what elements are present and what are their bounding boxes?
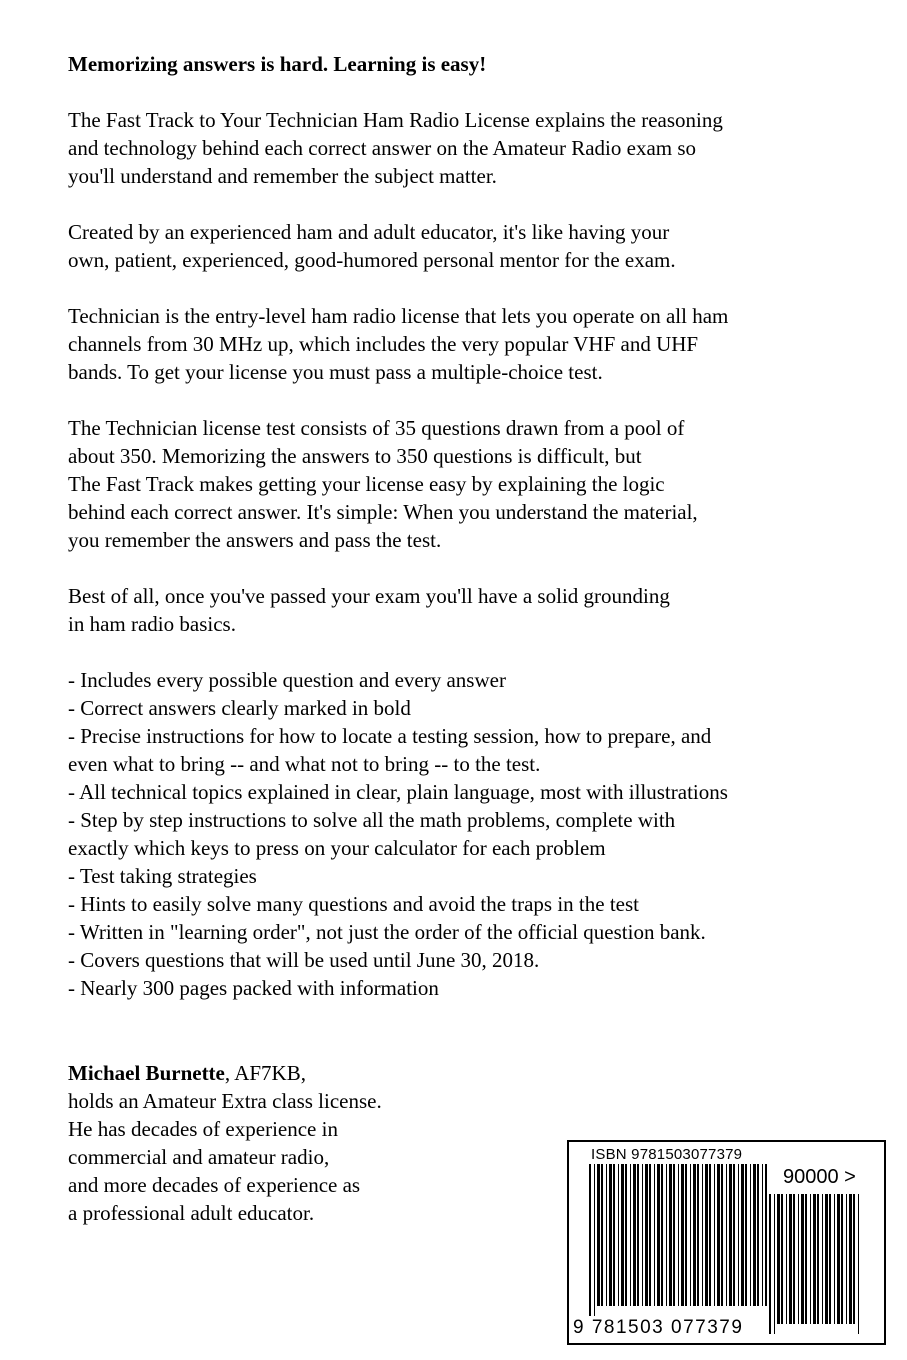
barcode-bar (798, 1194, 799, 1324)
barcode-bar (741, 1164, 744, 1306)
barcode-bar (745, 1164, 747, 1306)
barcode-bar (594, 1164, 595, 1316)
barcode-bar (642, 1164, 643, 1306)
paragraph-intro (68, 106, 848, 190)
barcode-bar (621, 1164, 624, 1306)
paragraph-test (68, 414, 848, 554)
text-line: Technician is the entry-level ham radio license that lets you operate on all ham (68, 304, 729, 328)
bio-line: commercial and amateur radio, (68, 1145, 330, 1169)
text-line: in ham radio basics. (68, 612, 236, 636)
barcode-bar (753, 1164, 756, 1306)
text-line: The Fast Track makes getting your license easy by explaining the logic (68, 472, 665, 496)
feature-list (68, 666, 848, 1002)
text-line: you'll understand and remember the subject matter. (68, 164, 497, 188)
barcode-bar (765, 1164, 767, 1306)
barcode-bar (726, 1164, 727, 1306)
barcode-bar (789, 1194, 792, 1324)
author-name: Michael Burnette (68, 1061, 225, 1085)
barcode-bar (673, 1164, 675, 1306)
barcode-bar (681, 1164, 684, 1306)
barcode-bar (657, 1164, 660, 1306)
barcode-bar (834, 1194, 835, 1324)
barcode-bar (678, 1164, 679, 1306)
text-line: The Fast Track to Your Technician Ham Radio License explains the reasoning (68, 108, 723, 132)
barcode-bar (685, 1164, 687, 1306)
feature-item: - Precise instructions for how to locate a testing session, how to prepare, and (68, 724, 712, 748)
barcode-bar (837, 1194, 840, 1324)
bio-line: a professional adult educator. (68, 1201, 315, 1225)
feature-item: - Step by step instructions to solve all the math problems, complete with (68, 808, 676, 832)
barcode-bar (625, 1164, 627, 1306)
feature-item: - Nearly 300 pages packed with information (68, 976, 439, 1000)
barcode-bar (714, 1164, 715, 1306)
isbn-label: ISBN 9781503077379 (591, 1146, 743, 1163)
text-line: The Technician license test consists of 35 questions drawn from a pool of (68, 416, 685, 440)
barcode-bar (618, 1164, 619, 1306)
feature-item: exactly which keys to press on your calculator for each problem (68, 836, 606, 860)
barcode-bar (589, 1164, 591, 1316)
barcode-bar (825, 1194, 828, 1324)
barcode-bar (709, 1164, 711, 1306)
back-cover-text (68, 50, 848, 1002)
barcode-bar (750, 1164, 751, 1306)
barcode-bar (630, 1164, 631, 1306)
barcode-bar (669, 1164, 672, 1306)
barcode-bar (654, 1164, 655, 1306)
feature-item: - Test taking strategies (68, 864, 257, 888)
bio-line: He has decades of experience in (68, 1117, 338, 1141)
barcode-bar (717, 1164, 720, 1306)
barcode-bar (846, 1194, 847, 1324)
barcode-bar (697, 1164, 699, 1306)
barcode-bar (777, 1194, 780, 1324)
text-line: and technology behind each correct answer on the Amateur Radio exam so (68, 136, 697, 160)
barcode-digits: 9 781503 077379 (573, 1317, 744, 1338)
barcode-bar (609, 1164, 612, 1306)
text-line: about 350. Memorizing the answers to 350 questions is difficult, but (68, 444, 642, 468)
barcode-bar (781, 1194, 783, 1324)
barcode-bar (721, 1164, 723, 1306)
barcode-bars (589, 1164, 767, 1316)
barcode-bar (633, 1164, 636, 1306)
barcode-bar (829, 1194, 831, 1324)
barcode-bar (666, 1164, 667, 1306)
addon-barcode-bars (769, 1194, 861, 1334)
barcode-bar (801, 1194, 804, 1324)
barcode-bar (805, 1194, 807, 1324)
barcode-bar (774, 1194, 775, 1334)
feature-item: - Correct answers clearly marked in bold (68, 696, 411, 720)
feature-item: - Includes every possible question and every answer (68, 668, 506, 692)
barcode-bar (853, 1194, 855, 1324)
barcode-bar (637, 1164, 639, 1306)
author-bio (68, 1059, 382, 1227)
feature-item: even what to bring -- and what not to bring -- to the test. (68, 752, 541, 776)
barcode-bar (661, 1164, 663, 1306)
barcode-bar (601, 1164, 603, 1306)
barcode-bar (817, 1194, 819, 1324)
barcode-bar (729, 1164, 732, 1306)
barcode-bar (757, 1164, 759, 1306)
price-code: 90000 > (783, 1166, 856, 1188)
text-line: you remember the answers and pass the test. (68, 528, 442, 552)
barcode-bar (649, 1164, 651, 1306)
isbn-barcode (567, 1140, 886, 1345)
barcode-bar (769, 1194, 771, 1334)
feature-item: - Covers questions that will be used until June 30, 2018. (68, 948, 540, 972)
barcode-bar (693, 1164, 696, 1306)
author-callsign: , AF7KB, (224, 1061, 306, 1085)
feature-item: - Hints to easily solve many questions and avoid the traps in the test (68, 892, 639, 916)
text-line: behind each correct answer. It's simple: When you understand the material, (68, 500, 698, 524)
barcode-bar (822, 1194, 823, 1324)
barcode-bar (813, 1194, 816, 1324)
bio-line: holds an Amateur Extra class license. (68, 1089, 382, 1113)
bio-line: and more decades of experience as (68, 1173, 361, 1197)
barcode-bar (702, 1164, 703, 1306)
barcode-bar (858, 1194, 859, 1334)
text-line: channels from 30 MHz up, which includes the very popular VHF and UHF (68, 332, 699, 356)
barcode-bar (738, 1164, 739, 1306)
text-line: Best of all, once you've passed your exam you'll have a solid grounding (68, 584, 670, 608)
barcode-bar (786, 1194, 787, 1324)
feature-item: - All technical topics explained in clear, plain language, most with illustrations (68, 780, 728, 804)
text-line: bands. To get your license you must pass a multiple-choice test. (68, 360, 603, 384)
text-line: own, patient, experienced, good-humored personal mentor for the exam. (68, 248, 676, 272)
barcode-bar (841, 1194, 843, 1324)
barcode-bar (645, 1164, 648, 1306)
barcode-bar (810, 1194, 811, 1324)
barcode-bar (849, 1194, 852, 1324)
feature-item: - Written in "learning order", not just the order of the official question bank. (68, 920, 706, 944)
barcode-bar (793, 1194, 795, 1324)
barcode-bar (613, 1164, 615, 1306)
headline: Memorizing answers is hard. Learning is easy! (68, 52, 487, 76)
paragraph-mentor (68, 218, 848, 274)
barcode-bar (733, 1164, 735, 1306)
author-line (68, 1059, 382, 1087)
paragraph-best-of-all (68, 582, 848, 638)
barcode-bar (690, 1164, 691, 1306)
barcode-bar (597, 1164, 600, 1306)
paragraph-technician (68, 302, 848, 386)
barcode-bar (606, 1164, 607, 1306)
text-line: Created by an experienced ham and adult educator, it's like having your (68, 220, 670, 244)
barcode-bar (705, 1164, 708, 1306)
barcode-bar (762, 1164, 763, 1306)
